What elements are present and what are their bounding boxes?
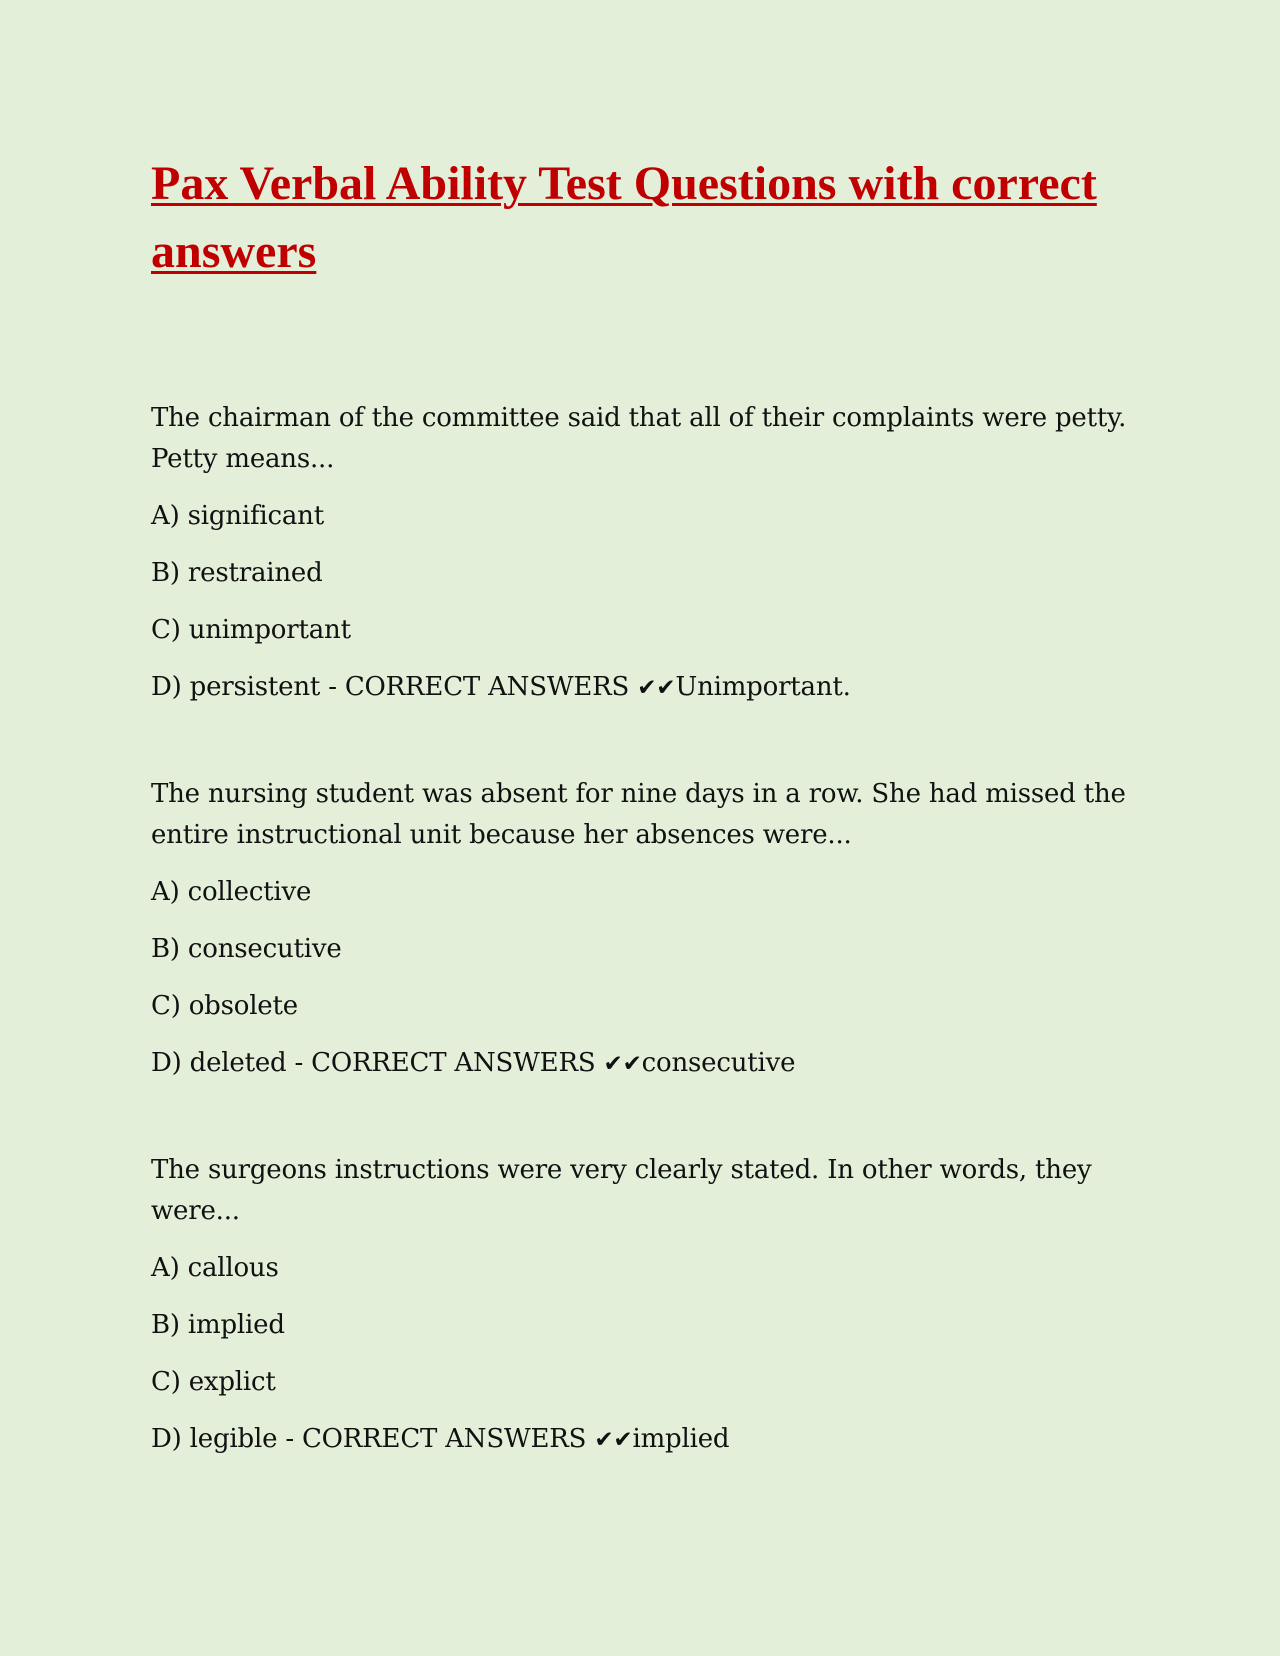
option-d-with-answer — [151, 1419, 1151, 1461]
correct-answer: consecutive — [641, 1048, 796, 1078]
option-b: B) implied — [151, 1310, 285, 1340]
question-stem: The chairman of the committee said that all of their complaints were petty. Petty means... — [151, 403, 1127, 474]
option-c: C) obsolete — [151, 991, 298, 1021]
check-mark-icon: ✔✔ — [637, 675, 676, 701]
document-title: Pax Verbal Ability Test Questions with correct answers — [151, 157, 1097, 278]
option-a: A) callous — [151, 1253, 279, 1283]
question-3 — [151, 1150, 1151, 1461]
option-b: B) consecutive — [151, 934, 342, 964]
option-d: D) deleted - CORRECT ANSWERS — [151, 1048, 604, 1078]
option-c: C) explict — [151, 1367, 276, 1397]
document-page — [151, 150, 1151, 1526]
correct-answer: Unimportant. — [675, 672, 851, 702]
check-mark-icon: ✔✔ — [603, 1051, 642, 1077]
option-d-with-answer — [151, 1043, 1151, 1085]
question-stem: The nursing student was absent for nine days in a row. She had missed the entire instructional unit because her absences were... — [151, 779, 1126, 850]
option-d-with-answer — [151, 667, 1151, 709]
option-d: D) legible - CORRECT ANSWERS — [151, 1424, 595, 1454]
check-mark-icon: ✔✔ — [594, 1427, 633, 1453]
option-a: A) collective — [151, 877, 312, 907]
correct-answer: implied — [632, 1424, 730, 1454]
option-d: D) persistent - CORRECT ANSWERS — [151, 672, 638, 702]
question-1 — [151, 398, 1151, 709]
option-c: C) unimportant — [151, 615, 351, 645]
question-stem: The surgeons instructions were very clearly stated. In other words, they were... — [151, 1155, 1092, 1226]
option-a: A) significant — [151, 501, 324, 531]
question-list — [151, 398, 1151, 1461]
question-2 — [151, 774, 1151, 1085]
option-b: B) restrained — [151, 558, 323, 588]
